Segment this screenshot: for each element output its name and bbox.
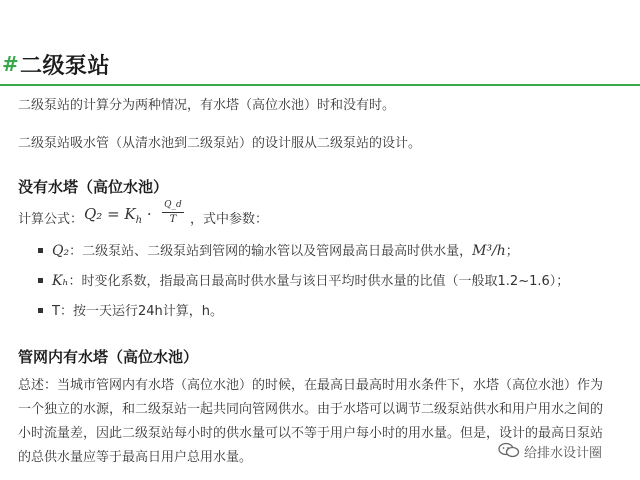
formula-dot: · <box>142 205 152 223</box>
formula-label: 计算公式： <box>18 212 84 227</box>
section-heading-no-tower: 没有水塔（高位水池） <box>18 178 169 196</box>
param-after: ； <box>505 244 519 259</box>
title-underline <box>0 84 640 86</box>
bullet-square-icon <box>38 308 43 313</box>
intro-paragraph-1: 二级泵站的计算分为两种情况，有水塔（高位水池）时和没有时。 <box>18 98 396 113</box>
parameter-list <box>38 240 638 330</box>
param-description: ：二级泵站、二级泵站到管网的输水管以及管网最高日最高时供水量， <box>69 244 473 259</box>
section-header <box>0 44 640 86</box>
param-description: ：按一天运行24h计算，h。 <box>59 304 223 319</box>
formula-fraction <box>162 200 184 226</box>
formula-expression <box>84 205 152 226</box>
page-title: 二级泵站 <box>20 54 111 79</box>
watermark-text: 给排水设计圈 <box>524 446 603 461</box>
param-symbol: Q₂ <box>52 243 70 259</box>
hash-mark: # <box>2 52 19 76</box>
param-symbol: Kₕ <box>52 273 69 289</box>
summary-line: 一个独立的水源，和二级泵站一起共同向管网供水。由于水塔可以调节二级泵站供水和用户用水之间的 <box>18 402 604 417</box>
bullet-square-icon <box>38 278 43 283</box>
fraction-bar <box>162 212 184 213</box>
param-unit: M³/h <box>472 243 506 259</box>
list-item <box>38 270 638 300</box>
wechat-icon <box>498 442 520 458</box>
summary-line: 总述：当城市管网内有水塔（高位水池）的时候，在最高日最高时用水条件下，水塔（高位水池）作为 <box>18 378 604 393</box>
fraction-denominator: T <box>169 214 177 225</box>
formula-tail: ，式中参数： <box>190 212 269 227</box>
param-symbol: T <box>52 304 60 319</box>
intro-paragraph-2: 二级泵站吸水管（从清水池到二级泵站）的设计服从二级泵站的设计。 <box>18 136 422 151</box>
formula-lhs: Q₂ = K <box>84 205 136 223</box>
list-item <box>38 300 638 330</box>
formula-sub: h <box>135 215 143 226</box>
list-item <box>38 240 638 270</box>
section-heading-with-tower: 管网内有水塔（高位水池） <box>18 348 199 366</box>
summary-line: 的总供水量应等于最高日用户总用水量。 <box>18 450 253 465</box>
fraction-numerator: Q_d <box>164 200 182 210</box>
bullet-square-icon <box>38 248 43 253</box>
summary-line: 小时流量差，因此二级泵站每小时的供水量可以不等于用户每小时的用水量。但是，设计的最高日泵站 <box>18 426 604 441</box>
param-description: ：时变化系数，指最高日最高时供水量与该日平均时供水量的比值（一般取1.2~1.6）； <box>68 274 570 289</box>
